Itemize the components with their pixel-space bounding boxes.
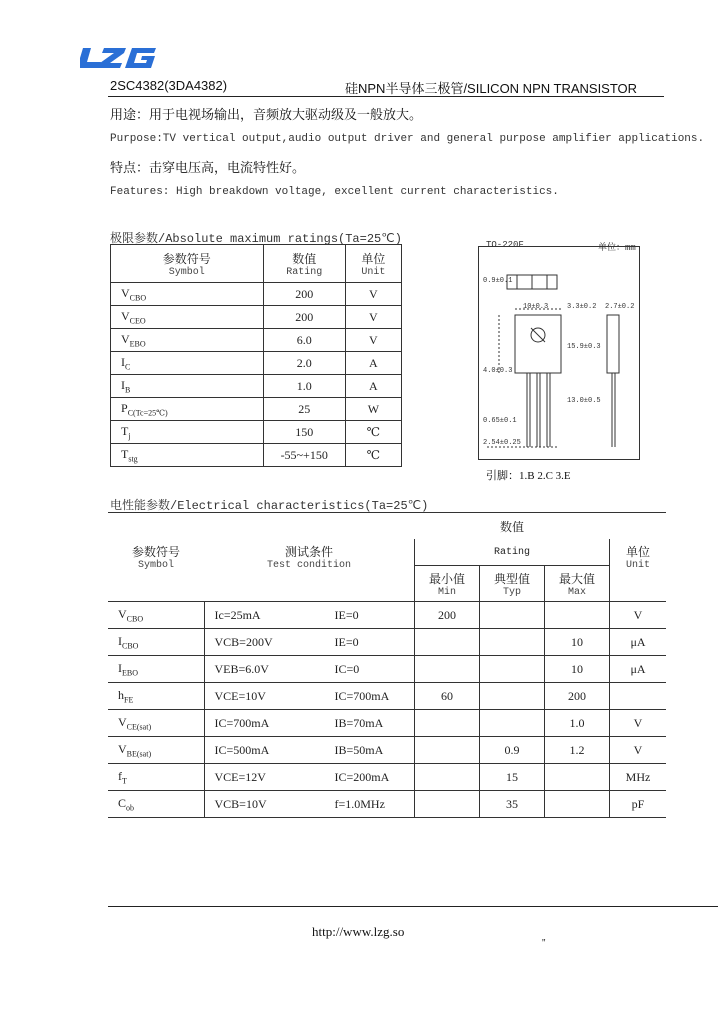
elec-row-symbol [108,656,204,683]
abs-row-symbol-subscript: EBO [129,339,146,349]
abs-row-symbol [111,352,264,375]
elec-row-cond1: VCB=10V [204,791,325,818]
elec-row-min [415,791,480,818]
elec-row-symbol [108,791,204,818]
elec-row-symbol [108,602,204,629]
elec-row-cond1: VCE=12V [204,764,325,791]
pkg-dim-a: 3.3±0.2 [567,303,597,311]
abs-row-symbol-letter: V [121,331,130,346]
abs-row-symbol-subscript: stg [128,454,138,464]
abs-row [111,375,402,398]
elec-row-symbol-letter: I [118,660,122,675]
elec-row [108,710,666,737]
elec-row-cond2: IC=700mA [325,683,415,710]
abs-row-symbol-subscript: C(Tc=25℃) [127,408,168,418]
elec-row-unit: V [610,737,667,764]
elec-row-unit: pF [610,791,667,818]
elec-row-symbol-letter: C [118,795,127,810]
abs-row-symbol [111,283,264,306]
elec-row-symbol-letter: I [118,633,122,648]
elec-row-min: 200 [415,602,480,629]
elec-row-symbol-letter: V [118,741,127,756]
header-divider [108,96,664,97]
elec-row-symbol [108,764,204,791]
abs-header-rating-en: Rating [286,266,323,278]
abs-row-value: 6.0 [263,329,345,352]
abs-row-symbol-letter: T [121,446,129,461]
pkg-dim-height: 15.9±0.3 [567,343,601,351]
elec-row-symbol-subscript: EBO [122,668,138,678]
pkg-dim-width: 10±0.3 [523,303,549,311]
abs-row [111,352,402,375]
abs-row-unit: V [345,329,401,352]
elec-header-rating-en: Rating [415,539,610,566]
pin-assignment: 引脚：1.B 2.C 3.E [486,470,571,482]
elec-row [108,602,666,629]
elec-row-typ [480,683,545,710]
abs-row-value: 2.0 [263,352,345,375]
abs-max-rows [111,283,402,467]
elec-row-max [545,764,610,791]
abs-row-value: 1.0 [263,375,345,398]
elec-row-symbol-letter: V [118,714,127,729]
elec-rows [108,602,666,818]
footer-mark: '' [542,938,546,949]
package-drawing [478,246,640,460]
abs-row-symbol [111,398,264,421]
elec-row-cond1: VCB=200V [204,629,325,656]
elec-header-rating-cn: 数值 [415,513,610,540]
pkg-dim-c: 0.9±0.1 [483,277,513,285]
elec-row-unit: MHz [610,764,667,791]
abs-row [111,421,402,444]
website-link[interactable]: http://www.lzg.so [312,924,405,939]
elec-row-cond1: IC=700mA [204,710,325,737]
abs-header-unit-en: Unit [361,266,386,278]
abs-row-symbol-subscript: j [128,431,131,441]
abs-max-table [110,244,402,467]
abs-row-symbol [111,329,264,352]
elec-row-symbol [108,737,204,764]
elec-row-unit [610,683,667,710]
pkg-dim-pitch: 2.54±0.25 [483,439,521,447]
elec-row-symbol [108,629,204,656]
abs-row-symbol [111,444,264,467]
abs-row-unit: W [345,398,401,421]
footer-divider [108,906,718,907]
abs-header-rating-cn: 数值 [292,251,317,266]
elec-row-max: 200 [545,683,610,710]
elec-row-unit: V [610,710,667,737]
elec-row-max: 1.0 [545,710,610,737]
elec-row-typ: 0.9 [480,737,545,764]
abs-header-symbol-cn: 参数符号 [162,251,211,266]
abs-row-symbol-letter: I [121,354,125,369]
elec-row-cond2: f=1.0MHz [325,791,415,818]
abs-row-value: 200 [263,306,345,329]
elec-header-symbol-cn: 参数符号 [131,545,180,559]
elec-row-max: 1.2 [545,737,610,764]
abs-row-symbol-letter: P [121,400,128,415]
abs-row-symbol-subscript: CEO [129,316,146,326]
abs-row-unit: V [345,283,401,306]
company-logo [80,44,160,70]
abs-row [111,329,402,352]
elec-row-symbol-subscript: FE [124,695,134,705]
elec-row-cond2: IB=50mA [325,737,415,764]
abs-row [111,306,402,329]
elec-row-unit: μA [610,629,667,656]
elec-row-cond2: IC=0 [325,656,415,683]
pkg-dim-b: 2.7±0.2 [605,303,635,311]
elec-row-typ [480,602,545,629]
elec-row-symbol-letter: h [118,687,124,702]
part-number: 2SC4382(3DA4382) [110,78,228,93]
elec-header-unit-cn: 单位 [625,545,650,559]
elec-row-max [545,602,610,629]
elec-header-cond-cn: 测试条件 [284,545,333,559]
elec-table [108,512,666,818]
abs-row-symbol-letter: V [121,285,130,300]
elec-row-symbol [108,683,204,710]
abs-header-symbol-en: Symbol [168,266,205,278]
elec-row-cond1: VCE=10V [204,683,325,710]
abs-row-symbol [111,306,264,329]
abs-row-symbol-subscript: B [125,385,131,395]
abs-row-unit: A [345,352,401,375]
elec-row-symbol-subscript: CBO [122,641,139,651]
elec-row-symbol-subscript: BE(sat) [126,749,152,759]
elec-row-max [545,791,610,818]
package-name: TO-220F [486,240,524,250]
abs-row-symbol-letter: I [121,377,125,392]
features-en: Features: High breakdown voltage, excellent current characteristics. [110,186,559,198]
elec-row-unit: V [610,602,667,629]
abs-row-value: 25 [263,398,345,421]
elec-row-min: 60 [415,683,480,710]
purpose-cn: 用途：用于电视场输出，音频放大驱动级及一般放大。 [110,107,423,122]
abs-row [111,283,402,306]
elec-header-max-en: Max [567,586,586,598]
elec-row [108,629,666,656]
elec-header-min-cn: 最小值 [428,571,465,586]
abs-row-symbol-subscript: C [125,362,131,372]
abs-row-symbol [111,421,264,444]
elec-row-cond2: IE=0 [325,602,415,629]
elec-header-symbol-en: Symbol [137,560,174,571]
elec-row-min [415,656,480,683]
abs-row-symbol [111,375,264,398]
elec-row-cond1: VEB=6.0V [204,656,325,683]
elec-row-cond2: IE=0 [325,629,415,656]
abs-row [111,398,402,421]
elec-header-cond-en: Test condition [266,560,351,571]
pkg-dim-e: 0.65±0.1 [483,417,517,425]
elec-row-min [415,764,480,791]
elec-row-cond2: IB=70mA [325,710,415,737]
elec-row-unit: μA [610,656,667,683]
abs-row-value: 150 [263,421,345,444]
pkg-dim-lead: 13.0±0.5 [567,397,601,405]
package-unit: 单位：mm [598,243,636,253]
elec-header-min-en: Min [437,586,456,598]
elec-row-typ [480,629,545,656]
elec-row-symbol-subscript: CBO [126,614,144,624]
pkg-dim-d: 4.0±0.3 [483,367,513,375]
elec-row-min [415,737,480,764]
elec-row [108,737,666,764]
document-title: 硅NPN半导体三极管/SILICON NPN TRANSISTOR [345,81,638,96]
elec-row-max: 10 [545,656,610,683]
elec-row [108,656,666,683]
elec-row-typ: 35 [480,791,545,818]
abs-row-symbol-letter: T [121,423,129,438]
elec-title: 电性能参数/Electrical characteristics(Ta=25℃) [110,499,429,513]
elec-row-symbol [108,710,204,737]
abs-row [111,444,402,467]
elec-row-cond1: IC=500mA [204,737,325,764]
elec-row-cond2: IC=200mA [325,764,415,791]
elec-row-typ [480,710,545,737]
elec-row [108,683,666,710]
abs-row-unit: A [345,375,401,398]
elec-row-min [415,629,480,656]
elec-row-symbol-subscript: CE(sat) [126,722,152,732]
elec-row-max: 10 [545,629,610,656]
elec-header-max-cn: 最大值 [558,571,595,586]
abs-row-unit: V [345,306,401,329]
purpose-en: Purpose:TV vertical output,audio output driver and general purpose amplifier applications. [110,133,705,145]
elec-row-symbol-letter: V [118,606,127,621]
elec-row [108,764,666,791]
abs-row-symbol-letter: V [121,308,130,323]
abs-row-value: -55~+150 [263,444,345,467]
elec-row [108,791,666,818]
elec-row-symbol-letter: f [118,768,122,783]
elec-header-typ-cn: 典型值 [493,571,530,586]
elec-row-symbol-subscript: ob [126,803,135,813]
elec-row-symbol-subscript: T [122,776,127,786]
elec-header-unit-en: Unit [625,560,650,571]
abs-row-value: 200 [263,283,345,306]
abs-row-unit: ℃ [345,421,401,444]
elec-header-typ-en: Typ [502,586,521,598]
abs-row-symbol-subscript: CBO [129,293,147,303]
elec-row-typ: 15 [480,764,545,791]
features-cn: 特点：击穿电压高，电流特性好。 [110,160,306,175]
elec-row-typ [480,656,545,683]
abs-max-title: 极限参数/Absolute maximum ratings(Ta=25℃) [110,232,402,246]
abs-header-unit-cn: 单位 [361,251,386,266]
elec-row-min [415,710,480,737]
elec-row-cond1: Ic=25mA [204,602,325,629]
abs-row-unit: ℃ [345,444,401,467]
